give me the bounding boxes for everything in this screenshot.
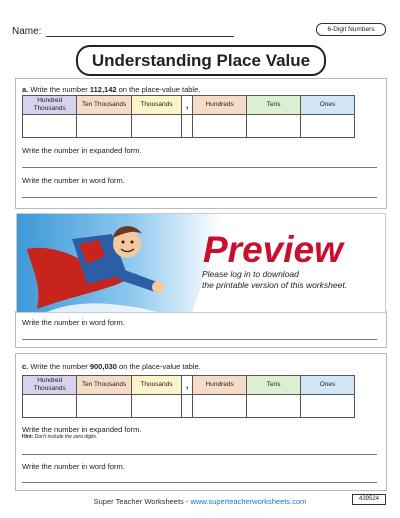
answer-line[interactable]: [22, 167, 377, 168]
col-header-hundred-thousands: Hundred Thousands: [23, 376, 77, 395]
name-line[interactable]: [46, 36, 234, 37]
answer-cell[interactable]: [77, 115, 131, 138]
col-header-ones: Ones: [301, 96, 355, 115]
name-label: Name:: [12, 26, 42, 37]
col-header-thousands: Thousands: [131, 376, 181, 395]
preview-message-line: the printable version of this worksheet.: [202, 280, 348, 290]
question-letter: c.: [22, 362, 29, 371]
hero-eye: [122, 241, 125, 244]
hint-text: [22, 434, 97, 440]
col-header-thousands: Thousands: [131, 96, 181, 115]
col-header-comma: ,: [182, 376, 193, 395]
hero-eye: [131, 241, 134, 244]
answer-cell[interactable]: [23, 115, 77, 138]
answer-cell[interactable]: [301, 395, 355, 418]
col-header-hundred-thousands: Hundred Thousands: [23, 96, 77, 115]
place-value-table-c: [22, 375, 355, 418]
hint-label: Hint:: [22, 434, 34, 440]
col-header-ten-thousands: Ten Thousands: [77, 96, 131, 115]
answer-line[interactable]: [22, 454, 377, 455]
topic-tag: 6-Digit Numbers: [316, 23, 386, 36]
preview-message: [202, 269, 347, 291]
word-form-prompt: Write the number in word form.: [22, 318, 125, 327]
footer-brand: Super Teacher Worksheets: [93, 497, 184, 506]
preview-message-line: Please log in to download: [202, 269, 299, 279]
answer-cell[interactable]: [131, 395, 181, 418]
col-header-tens: Tens: [247, 96, 301, 115]
question-letter: a.: [22, 85, 29, 94]
footer: [0, 497, 400, 506]
preview-heading: Preview: [203, 229, 343, 270]
answer-line[interactable]: [22, 339, 377, 340]
comma-cell: [182, 395, 193, 418]
page-title: Understanding Place Value: [76, 45, 326, 76]
hint-body: Don't include the zero digits.: [33, 434, 98, 440]
expanded-form-prompt: Write the number in expanded form.: [22, 425, 142, 434]
footer-separator: -: [183, 497, 191, 506]
col-header-hundreds: Hundreds: [192, 96, 246, 115]
worksheet-code: 439524: [352, 494, 386, 505]
section-b-remainder: [15, 311, 387, 348]
footer-link[interactable]: www.superteacherworksheets.com: [190, 497, 307, 506]
answer-cell[interactable]: [23, 395, 77, 418]
answer-line[interactable]: [22, 197, 377, 198]
target-number: 112,142: [89, 85, 117, 94]
answer-cell[interactable]: [77, 395, 131, 418]
answer-cell[interactable]: [192, 395, 246, 418]
answer-cell[interactable]: [301, 115, 355, 138]
col-header-ten-thousands: Ten Thousands: [77, 376, 131, 395]
answer-cell[interactable]: [247, 115, 301, 138]
col-header-tens: Tens: [247, 376, 301, 395]
hero-fist: [152, 281, 164, 293]
word-form-prompt: Write the number in word form.: [22, 176, 125, 185]
comma-cell: [182, 115, 193, 138]
word-form-prompt: Write the number in word form.: [22, 462, 125, 471]
answer-cell[interactable]: [247, 395, 301, 418]
place-value-table-a: [22, 95, 355, 138]
col-header-ones: Ones: [301, 376, 355, 395]
expanded-form-prompt: Write the number in expanded form.: [22, 146, 142, 155]
col-header-comma: ,: [182, 96, 193, 115]
answer-cell[interactable]: [131, 115, 181, 138]
question-c-prompt: c. Write the number 900,030 on the place-value table.: [22, 362, 201, 371]
answer-line[interactable]: [22, 482, 377, 483]
target-number: 900,030: [89, 362, 117, 371]
answer-cell[interactable]: [192, 115, 246, 138]
question-a-prompt: a. Write the number 112,142 on the place-value table.: [22, 85, 201, 94]
col-header-hundreds: Hundreds: [192, 376, 246, 395]
